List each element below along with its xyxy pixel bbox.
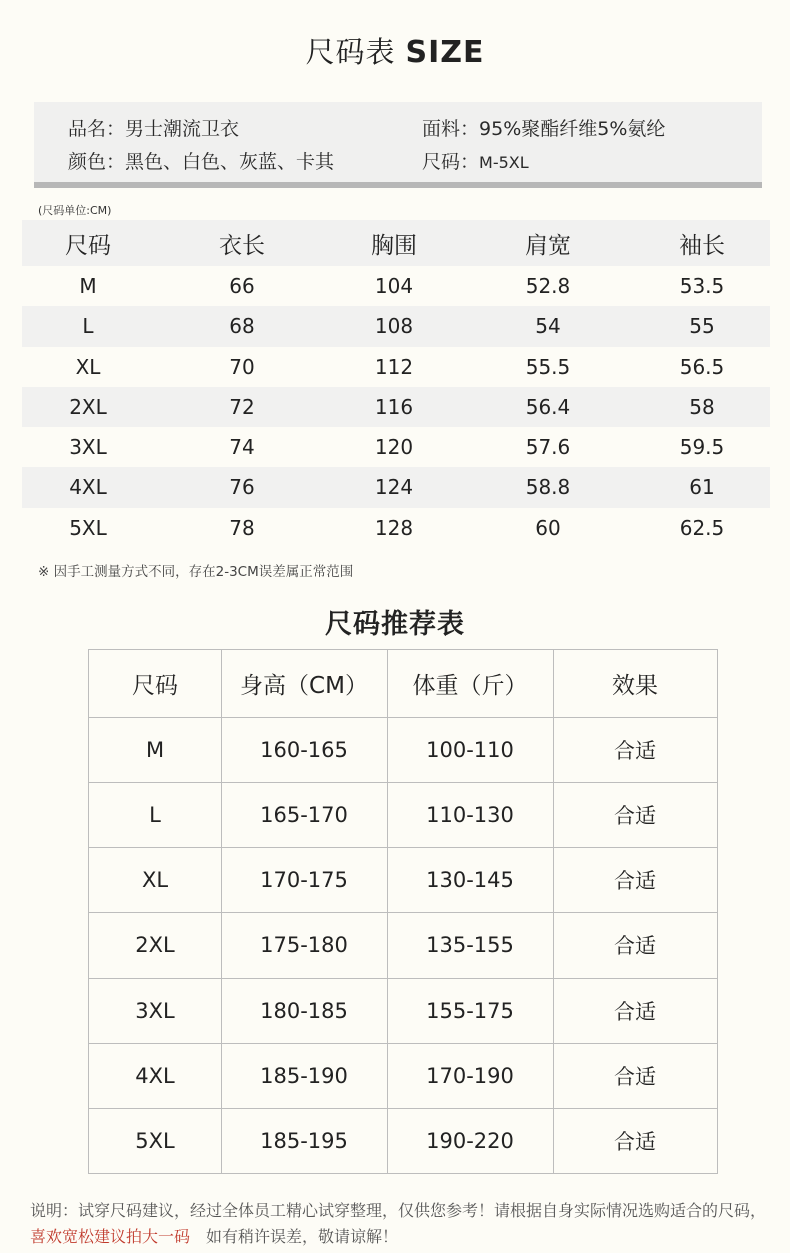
product-info-panel (34, 102, 762, 182)
size-cell: 2XL (69, 394, 107, 419)
size-cell: 59.5 (679, 435, 725, 460)
size-cell: 55.5 (525, 354, 571, 379)
size-cell: 55 (689, 314, 715, 339)
size-row (22, 266, 770, 306)
column-divider (553, 650, 554, 1173)
recommend-cell: 100-110 (426, 738, 514, 763)
recommend-cell: 185-195 (260, 1128, 348, 1153)
size-cell: 60 (535, 515, 561, 540)
recommend-table (88, 649, 718, 1174)
recommend-cell: 合适 (614, 934, 656, 959)
recommend-cell: 160-165 (260, 738, 348, 763)
size-cell: 57.6 (525, 435, 571, 460)
size-cell: 78 (229, 515, 255, 540)
product-name: 品名：男士潮流卫衣 (68, 118, 240, 140)
size-cell: 116 (374, 394, 414, 419)
info-divider (34, 182, 762, 188)
size-cell: 53.5 (679, 274, 725, 299)
recommend-cell: 135-155 (426, 933, 514, 958)
size-header-cell: 衣长 (219, 232, 265, 259)
recommend-cell: 170-190 (426, 1063, 514, 1088)
product-colors: 颜色：黑色、白色、灰蓝、卡其 (68, 151, 335, 173)
recommend-row (89, 782, 717, 847)
size-cell: M (79, 274, 97, 299)
recommend-cell: 110-130 (426, 803, 514, 828)
size-row (22, 387, 770, 427)
size-cell: 66 (229, 274, 255, 299)
recommend-cell: 165-170 (260, 803, 348, 828)
size-header-row (22, 220, 770, 266)
size-header-cell: 肩宽 (525, 232, 571, 259)
size-cell: 52.8 (525, 274, 571, 299)
size-cell: 5XL (69, 515, 107, 540)
footer-note: 说明：试穿尺码建议，经过全体员工精心试穿整理，仅供您参考！请根据自身实际情况选购适合的尺码，喜欢宽松建议拍大一码 如有稍许误差，敬请谅解！ (30, 1201, 767, 1246)
recommend-header-cell: 尺码 (132, 673, 178, 699)
column-divider (387, 650, 388, 1173)
recommend-cell: 185-190 (260, 1063, 348, 1088)
recommend-row (89, 912, 717, 977)
size-row (22, 508, 770, 548)
size-row (22, 467, 770, 507)
size-cell: 112 (374, 354, 414, 379)
size-cell: 54 (535, 314, 561, 339)
measure-note: ※ 因手工测量方式不同，存在2-3CM误差属正常范围 (38, 564, 354, 580)
size-cell: 58.8 (525, 475, 571, 500)
page-title (0, 30, 790, 71)
size-row (22, 347, 770, 387)
recommend-row (89, 847, 717, 912)
recommend-title: 尺码推荐表 (325, 609, 465, 640)
size-cell: 4XL (69, 475, 107, 500)
size-header-cell: 胸围 (371, 232, 417, 259)
size-cell: 58 (689, 394, 715, 419)
recommend-cell: 3XL (135, 998, 175, 1023)
recommend-cell: 合适 (614, 869, 656, 894)
recommend-cell: 合适 (614, 804, 656, 829)
size-row (22, 427, 770, 467)
size-cell: 72 (229, 394, 255, 419)
recommend-cell: 5XL (135, 1128, 175, 1153)
recommend-header-row (89, 650, 717, 717)
size-cell: 124 (374, 475, 414, 500)
recommend-row (89, 978, 717, 1043)
recommend-row (89, 1043, 717, 1108)
recommend-cell: L (149, 803, 161, 828)
unit-note: (尺码单位:CM) (38, 204, 112, 217)
title-en: SIZE (405, 35, 485, 70)
product-sizes: 尺码：M-5XL (422, 151, 529, 173)
footer-highlight: 喜欢宽松建议拍大一码 (30, 1227, 191, 1246)
recommend-cell: 155-175 (426, 998, 514, 1023)
recommend-cell: 175-180 (260, 933, 348, 958)
recommend-cell: 合适 (614, 999, 656, 1024)
size-cell: 3XL (69, 435, 107, 460)
size-cell: 56.5 (679, 354, 725, 379)
size-cell: 70 (229, 354, 255, 379)
recommend-header-cell: 效果 (612, 673, 658, 699)
recommend-header-cell: 身高（CM） (240, 673, 368, 699)
recommend-cell: 合适 (614, 1064, 656, 1089)
size-header-cell: 尺码 (65, 232, 111, 259)
recommend-cell: 4XL (135, 1063, 175, 1088)
size-cell: 128 (374, 515, 414, 540)
recommend-cell: 190-220 (426, 1128, 514, 1153)
size-cell: 62.5 (679, 515, 725, 540)
column-divider (221, 650, 222, 1173)
size-cell: 61 (689, 475, 715, 500)
recommend-header-cell: 体重（斤） (412, 673, 528, 699)
recommend-cell: 合适 (614, 1129, 656, 1154)
size-cell: XL (75, 354, 101, 379)
recommend-cell: 130-145 (426, 868, 514, 893)
size-chart-table (22, 220, 770, 548)
recommend-cell: 180-185 (260, 998, 348, 1023)
size-row (22, 306, 770, 346)
size-cell: 68 (229, 314, 255, 339)
recommend-row (89, 717, 717, 782)
recommend-row (89, 1108, 717, 1173)
recommend-cell: XL (141, 868, 169, 893)
title-cn: 尺码表 (305, 35, 396, 69)
recommend-cell: M (145, 738, 165, 763)
size-cell: 76 (229, 475, 255, 500)
size-cell: 108 (374, 314, 414, 339)
size-cell: 104 (374, 274, 414, 299)
size-cell: L (82, 314, 94, 339)
size-header-cell: 袖长 (679, 232, 725, 259)
recommend-cell: 170-175 (260, 868, 348, 893)
size-cell: 74 (229, 435, 255, 460)
recommend-cell: 合适 (614, 739, 656, 764)
product-fabric: 面料：95%聚酯纤维5%氨纶 (422, 118, 666, 140)
recommend-cell: 2XL (135, 933, 175, 958)
size-cell: 56.4 (525, 394, 571, 419)
size-cell: 120 (374, 435, 414, 460)
